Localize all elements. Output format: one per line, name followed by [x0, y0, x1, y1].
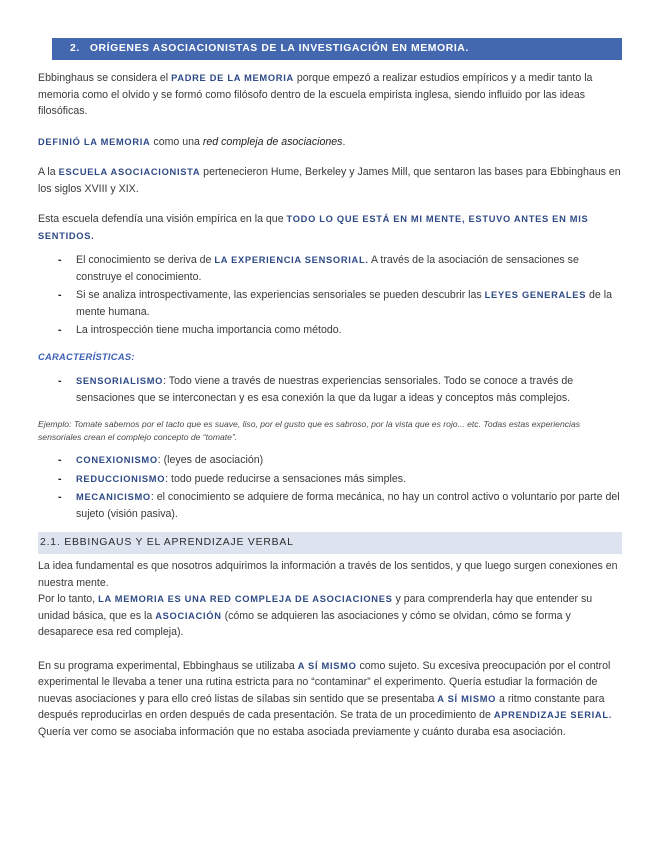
list-item: [38, 452, 622, 469]
section-2-1-heading: 2.1. EBBINGAUS Y EL APRENDIZAJE VERBAL: [38, 532, 622, 554]
list-escuela: [38, 252, 622, 339]
keyword-sensorialismo: SENSORIALISMO: [76, 376, 164, 386]
text: Quería ver como se asociaba información que no estaba asociada previamente y cuánto duraba esa asociación.: [38, 725, 566, 738]
text: : Todo viene a través de nuestras experiencias sensoriales. Todo se conoce a través de sensaciones que se interconectan y es esa conexión la que da lugar a ideas y conceptos más complejos.: [76, 375, 574, 404]
dash-bullet: -: [58, 324, 62, 336]
dash-bullet: -: [58, 472, 62, 485]
keyword-experiencia-sensorial: LA EXPERIENCIA SENSORIAL.: [214, 255, 369, 265]
text: A través de la asociación de sensaciones se construye el conocimiento.: [76, 254, 579, 283]
keyword-definio-la-memoria: DEFINIÓ LA MEMORIA: [38, 136, 151, 147]
text: Esta escuela defendía una visión empírica en la que: [38, 213, 287, 225]
list-item: [38, 471, 622, 488]
list-item: [38, 489, 622, 522]
italic-red-compleja: red compleja de asociaciones: [202, 135, 343, 148]
example-note: Ejemplo: Tomate sabemos por el tacto que es suave, liso, por el gusto que es sabroso, por la vista que es rojo... etc. Todas estas experiencias sensoriales crean el complejo concepto de “tomate”.: [38, 419, 581, 442]
text: como sujeto. Su excesiva preocupación por el control experimental le llevaba a tener una rutina estricta para no “contaminar” el experimento. Quería estudiar la formación de nuevas asociaciones y para ello creó listas de sílabas sin sentido que se presentaba: [38, 659, 611, 705]
text: La introspección tiene mucha importancia como método.: [76, 324, 342, 336]
keyword-a-si-mismo: A SÍ MISMO: [297, 660, 357, 671]
paragraph-por-lo-tanto: [38, 591, 622, 641]
text: a ritmo constante para después reproducirlas en orden después de cada presentación. Se trata de un procedimiento de: [38, 692, 605, 721]
text: El conocimiento se deriva de: [76, 254, 215, 266]
keyword-mecanicismo: MECANICISMO: [76, 492, 151, 502]
text: A la: [38, 166, 59, 178]
paragraph-escuela: [38, 164, 622, 197]
text: Si se analiza introspectivamente, las experiencias sensoriales se pueden descubrir las: [76, 289, 485, 301]
paragraph-ebbinghaus-intro: [38, 70, 622, 120]
keyword-padre-de-la-memoria: PADRE DE LA MEMORIA: [171, 73, 294, 83]
text: : el conocimiento se adquiere de forma mecánica, no hay un control activo o voluntario por parte del sujeto (visión pasiva).: [76, 491, 620, 520]
text: : todo puede reducirse a sensaciones más simples.: [165, 472, 407, 485]
text: pertenecieron Hume, Berkeley y James Mill, que sentaron las bases para Ebbinghaus en los siglos XVIII y XIX.: [38, 166, 621, 195]
dash-bullet: -: [58, 375, 62, 387]
text: (cómo se adquieren las asociaciones y cómo se olvidan, cómo se forma y desaparece esa red compleja).: [38, 609, 571, 638]
text: Por lo tanto,: [38, 593, 99, 605]
list-caracteristicas: [38, 452, 622, 522]
list-item: [38, 287, 622, 320]
text: porque empezó a realizar estudios empíricos y a medir tanto la memoria como el olvido y se formó como filósofo dentro de la escuela empirista inglesa, siendo influido por las ideas filosóficas.: [38, 72, 593, 117]
section-2-heading: [52, 38, 622, 60]
keyword-todo-lo-que-esta: TODO LO QUE ESTÁ EN MI MENTE, ESTUVO ANTES EN MIS SENTIDOS.: [38, 214, 589, 241]
text: : (leyes de asociación): [157, 454, 264, 466]
keyword-asociacion: ASOCIACIÓN: [155, 610, 222, 621]
text: Ebbinghaus se considera el: [38, 72, 172, 84]
section-number: 2.: [70, 43, 80, 54]
dash-bullet: -: [58, 454, 62, 466]
keyword-memoria-red-compleja: LA MEMORIA ES UNA RED COMPLEJA DE ASOCIACIONES: [98, 594, 393, 604]
list-item: [38, 373, 622, 406]
list-item: [38, 322, 622, 339]
section-title: ORÍGENES ASOCIACIONISTAS DE LA INVESTIGACIÓN EN MEMORIA.: [89, 43, 469, 54]
dash-bullet: -: [58, 289, 62, 301]
paragraph-definicion: [38, 134, 622, 151]
keyword-aprendizaje-serial: APRENDIZAJE SERIAL.: [493, 710, 613, 720]
paragraph-idea-fundamental: La idea fundamental es que nosotros adquirimos la información a través de los sentidos, y que luego surgen conexiones en nuestra mente.: [38, 560, 618, 589]
text: CARACTERÍSTICAS:: [38, 351, 135, 362]
text: de la mente humana.: [76, 289, 613, 318]
dash-bullet: -: [58, 254, 62, 266]
text: y para comprenderla hay que entender su unidad básica, que es la: [38, 593, 593, 622]
text: como una: [150, 135, 203, 148]
paragraph-vision-empirica: [38, 211, 622, 244]
text: .: [342, 135, 346, 148]
document-page: [38, 38, 622, 740]
keyword-leyes-generales: LEYES GENERALES: [484, 290, 587, 300]
keyword-reduccionismo: REDUCCIONISMO: [76, 473, 166, 484]
list-sensorialismo: [38, 373, 622, 406]
caracteristicas-heading: [38, 349, 622, 366]
text: En su programa experimental, Ebbinghaus se utilizaba: [38, 659, 298, 672]
list-item: [38, 252, 622, 285]
keyword-a-si-mismo: A SÍ MISMO: [437, 693, 497, 704]
keyword-conexionismo: CONEXIONISMO: [76, 455, 158, 465]
paragraph-programa-experimental: [38, 658, 622, 741]
dash-bullet: -: [58, 491, 62, 503]
keyword-escuela-asociacionista: ESCUELA ASOCIACIONISTA: [58, 167, 201, 177]
